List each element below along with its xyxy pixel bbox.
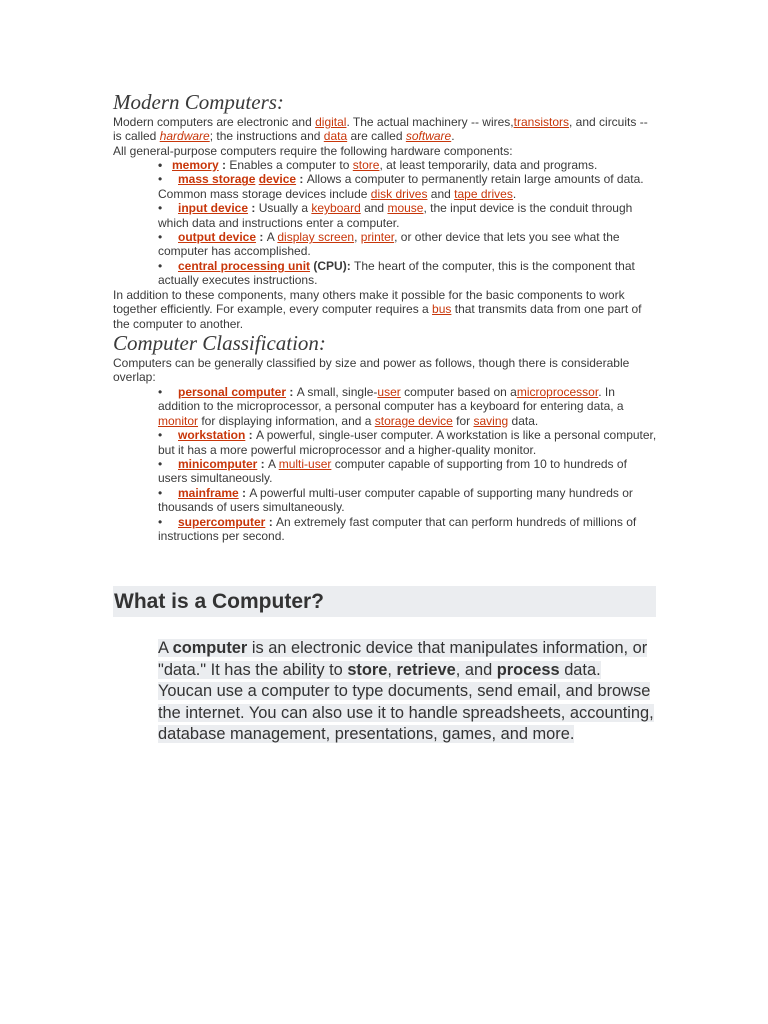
bullet: •: [158, 457, 163, 472]
link-data[interactable]: data: [323, 129, 348, 144]
link-bus[interactable]: bus: [432, 302, 452, 317]
text: that transmits data from one part of the computer to another.: [113, 302, 642, 331]
link-microprocessor[interactable]: microprocessor: [516, 385, 599, 399]
link-workstation[interactable]: workstation: [178, 428, 246, 443]
text: . The actual machinery -- wires,: [346, 115, 514, 129]
text: The heart of the computer, this is the component that actually executes instructions.: [158, 258, 635, 288]
link-multi-user[interactable]: multi-user: [278, 457, 332, 472]
list-item-supercomputer: [158, 515, 658, 544]
text: data. Youcan use a computer to type documents, send email, and browse the internet. You can also use it to handle spreadsheets, accounting, database management, presentations, games, and more.: [158, 660, 654, 744]
text: A small, single-: [296, 385, 378, 399]
text: , the input device is the conduit through which data and instructions enter a computer.: [158, 201, 633, 230]
text: is an electronic device that manipulates information, or "data." It has the ability to: [158, 639, 648, 679]
text: , and: [455, 660, 497, 679]
classification-intro: Computers can be generally classified by size and power as follows, though there is considerable overlap:: [113, 356, 630, 385]
text: and: [360, 201, 388, 216]
computer-definition-paragraph: [158, 638, 656, 746]
separator: :: [257, 457, 269, 472]
separator: (CPU):: [310, 258, 355, 273]
text: .: [512, 186, 517, 201]
link-hardware[interactable]: hardware: [159, 129, 210, 144]
text: Modern computers are electronic and: [113, 115, 316, 129]
hardware-components-list: [158, 158, 658, 288]
bullet: •: [158, 428, 163, 443]
text: ; the instructions and: [209, 129, 324, 144]
text: Enables a computer to: [229, 158, 353, 172]
text: Usually a: [258, 201, 312, 216]
link-saving[interactable]: saving: [473, 413, 509, 428]
link-mouse[interactable]: mouse: [387, 201, 424, 216]
link-software[interactable]: software: [405, 129, 452, 144]
text: . In addition to the microprocessor, a personal computer has a keyboard for entering data, a: [158, 385, 624, 414]
separator: :: [238, 485, 250, 500]
bullet: •: [158, 485, 163, 500]
list-item-output-device: [158, 230, 658, 259]
text: computer based on a: [400, 385, 517, 399]
list-item-minicomputer: [158, 457, 658, 486]
link-central-processing-unit[interactable]: central processing unit: [178, 258, 311, 273]
text: A powerful multi-user computer capable of supporting many hundreds or thousands of users simultaneously.: [158, 485, 633, 515]
bus-paragraph: [113, 288, 658, 331]
heading-what-is-a-computer: What is a Computer?: [113, 586, 656, 617]
separator: :: [265, 514, 277, 529]
text: ,: [354, 230, 361, 245]
link-memory[interactable]: memory: [172, 158, 219, 172]
separator: :: [296, 172, 307, 187]
heading-modern-computers: Modern Computers:: [113, 90, 284, 114]
text: for: [452, 413, 474, 428]
separator: :: [245, 428, 257, 443]
list-item-personal-computer: [158, 385, 658, 428]
text: A: [158, 639, 173, 657]
bullet: •: [158, 385, 163, 399]
term-computer: computer: [172, 639, 248, 657]
link-tape-drives[interactable]: tape drives: [454, 186, 513, 201]
bullet: •: [158, 514, 163, 529]
bullet: •: [158, 172, 163, 187]
term-store: store: [347, 660, 388, 679]
link-printer[interactable]: printer: [360, 230, 395, 245]
list-item-cpu: [158, 259, 658, 288]
term-retrieve: retrieve: [396, 660, 456, 679]
text: , and circuits -- is called: [113, 115, 648, 144]
intro-paragraph: [113, 115, 658, 158]
link-output-device[interactable]: output device: [178, 230, 257, 245]
bullet: •: [158, 258, 163, 273]
text: .: [451, 129, 455, 144]
text: and: [427, 186, 455, 201]
text: A powerful, single-user computer. A workstation is like a personal computer, but it has a more powerful microprocessor and a higher-quality monitor.: [158, 428, 657, 457]
text: ,: [387, 660, 397, 679]
list-item-mass-storage: [158, 172, 658, 201]
text: Allows a computer to permanently retain large amounts of data. Common mass storage devices include: [158, 172, 644, 201]
link-monitor[interactable]: monitor: [158, 413, 199, 428]
link-mainframe[interactable]: mainframe: [178, 485, 239, 500]
separator: :: [248, 201, 259, 216]
link-transistors[interactable]: transistors: [513, 115, 569, 129]
text: , at least temporarily, data and programs.: [379, 158, 598, 172]
highlighted-text: [158, 639, 654, 743]
link-display-screen[interactable]: display screen: [277, 230, 355, 245]
text: data.: [508, 413, 539, 428]
text: In addition to these components, many others make it possible for the basic components to work together efficiently. For example, every computer requires a: [113, 288, 625, 317]
text: , or other device that lets you see what the computer has accomplished.: [158, 230, 620, 259]
link-mass-storage[interactable]: mass storage: [178, 172, 256, 187]
text: for displaying information, and a: [198, 413, 375, 428]
link-storage-device[interactable]: storage device: [374, 413, 453, 428]
link-input-device[interactable]: input device: [178, 201, 249, 216]
separator: :: [256, 230, 267, 245]
list-item-mainframe: [158, 486, 658, 515]
list-item-input-device: [158, 201, 658, 230]
heading-computer-classification: Computer Classification:: [113, 331, 326, 355]
text: A: [268, 457, 279, 472]
term-process: process: [496, 660, 560, 679]
text: A: [266, 230, 278, 245]
bullet: •: [158, 201, 163, 216]
link-store[interactable]: store: [352, 158, 380, 172]
text: computer capable of supporting from 10 to hundreds of users simultaneously.: [158, 457, 627, 486]
list-item-workstation: [158, 428, 658, 457]
link-disk-drives[interactable]: disk drives: [370, 186, 428, 201]
link-keyboard[interactable]: keyboard: [311, 201, 361, 216]
link-device[interactable]: device: [258, 172, 297, 187]
link-supercomputer[interactable]: supercomputer: [178, 514, 266, 529]
bullet: •: [158, 230, 163, 245]
link-personal-computer[interactable]: personal computer: [178, 385, 287, 399]
text: All general-purpose computers require the following hardware components:: [113, 143, 513, 158]
text: are called: [347, 129, 406, 144]
bullet: •: [158, 158, 163, 172]
link-user[interactable]: user: [377, 385, 401, 399]
classification-list: [158, 385, 658, 543]
link-digital[interactable]: digital: [315, 115, 347, 129]
list-item-memory: [158, 158, 658, 172]
separator: :: [286, 385, 297, 399]
link-minicomputer[interactable]: minicomputer: [178, 457, 258, 472]
text: An extremely fast computer that can perform hundreds of millions of instructions per second.: [158, 514, 637, 544]
separator: :: [218, 158, 230, 172]
